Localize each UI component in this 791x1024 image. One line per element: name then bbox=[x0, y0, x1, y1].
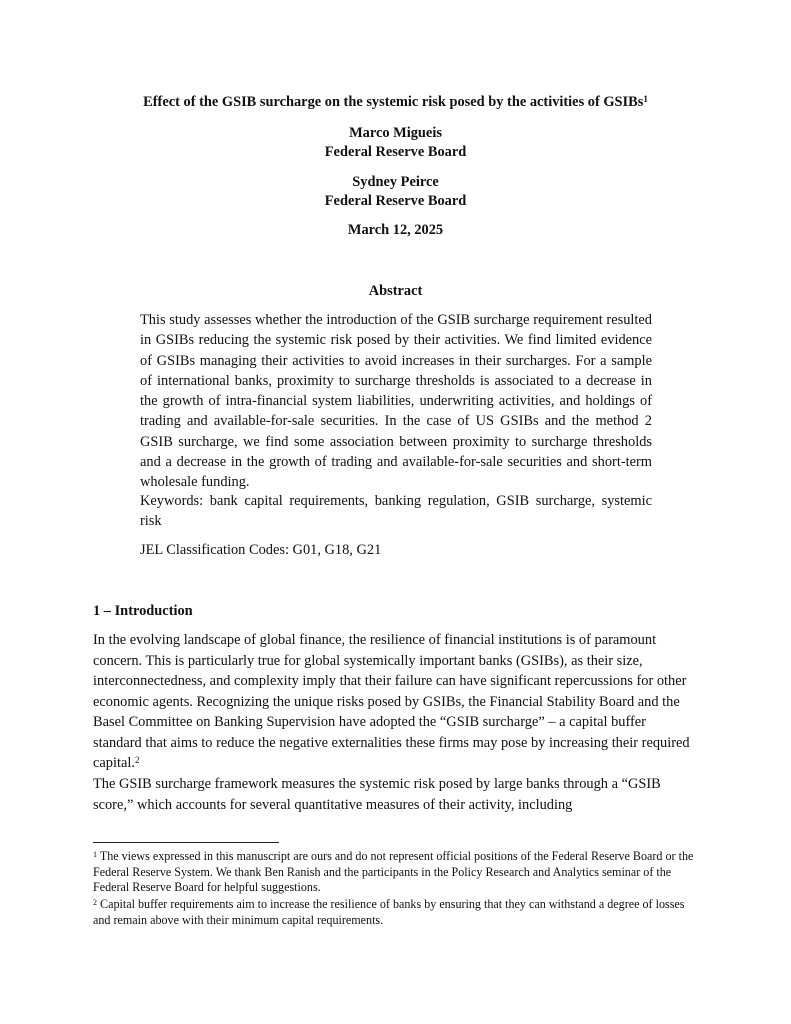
introduction-heading: 1 – Introduction bbox=[93, 603, 193, 619]
footnote-2 bbox=[93, 897, 703, 928]
introduction-paragraph-1 bbox=[93, 630, 693, 774]
footnote-divider bbox=[93, 842, 279, 843]
author-1-affiliation: Federal Reserve Board bbox=[324, 144, 467, 160]
footnote-2-mark: 2 bbox=[93, 898, 97, 907]
abstract-keywords: Keywords: bank capital requirements, banking regulation, GSIB surcharge, systemic risk bbox=[140, 493, 652, 530]
footnote-ref-2: 2 bbox=[134, 755, 140, 765]
title-footnote-mark: 1 bbox=[643, 94, 648, 104]
paper-date: March 12, 2025 bbox=[347, 222, 444, 238]
paper-title-text: Effect of the GSIB surcharge on the systemic risk posed by the activities of GSIBs bbox=[143, 94, 644, 110]
abstract-heading: Abstract bbox=[368, 283, 423, 299]
introduction-paragraph-2: The GSIB surcharge framework measures the systemic risk posed by large banks through a “GSIB score,” which accounts for several quantitative measures of their activity, including bbox=[93, 776, 661, 813]
author-2-affiliation: Federal Reserve Board bbox=[324, 193, 467, 209]
footnote-1-mark: 1 bbox=[93, 850, 97, 859]
footnote-1 bbox=[93, 849, 703, 896]
abstract-jel-codes: JEL Classification Codes: G01, G18, G21 bbox=[140, 542, 382, 558]
introduction-paragraph-1-text: In the evolving landscape of global finance, the resilience of financial institutions is of paramount concern. This is particularly true for global systemically important banks (GSIBs), as their size, interconnectedness, and complexity imply that their failure can have significant repercussions for other economic agents. Recognizing the unique risks posed by GSIBs, the Financial Stability Board and the Basel Committee on Banking Supervision have adopted the “GSIB surcharge” – a capital buffer standard that aims to reduce the negative externalities these firms may pose by increasing their required capital. bbox=[93, 632, 690, 771]
footnote-1-text: The views expressed in this manuscript are ours and do not represent official positions of the Federal Reserve Board or the Federal Reserve System. We thank Ben Ranish and the participants in the Policy Research and Analytics seminar of the Federal Reserve Board for helpful suggestions. bbox=[93, 849, 694, 895]
author-2-name: Sydney Peirce bbox=[352, 174, 439, 190]
footnote-2-text: Capital buffer requirements aim to increase the resilience of banks by ensuring that they can withstand a degree of losses and remain above with their minimum capital requirements. bbox=[93, 897, 685, 927]
abstract-text: This study assesses whether the introduction of the GSIB surcharge requirement resulted in GSIBs reducing the systemic risk posed by their activities. We find limited evidence of GSIBs managing their activities to avoid increases in their surcharges. For a sample of international banks, proximity to surcharge thresholds is associated to a decrease in the growth of intra-financial system liabilities, underwriting activities, and holdings of trading and available-for-sale securities. In the case of US GSIBs and the method 2 GSIB surcharge, we find some association between proximity to surcharge thresholds and a decrease in the growth of trading and available-for-sale securities and short-term wholesale funding. bbox=[140, 312, 652, 491]
author-1-name: Marco Migueis bbox=[349, 125, 442, 141]
paper-title bbox=[0, 93, 791, 111]
